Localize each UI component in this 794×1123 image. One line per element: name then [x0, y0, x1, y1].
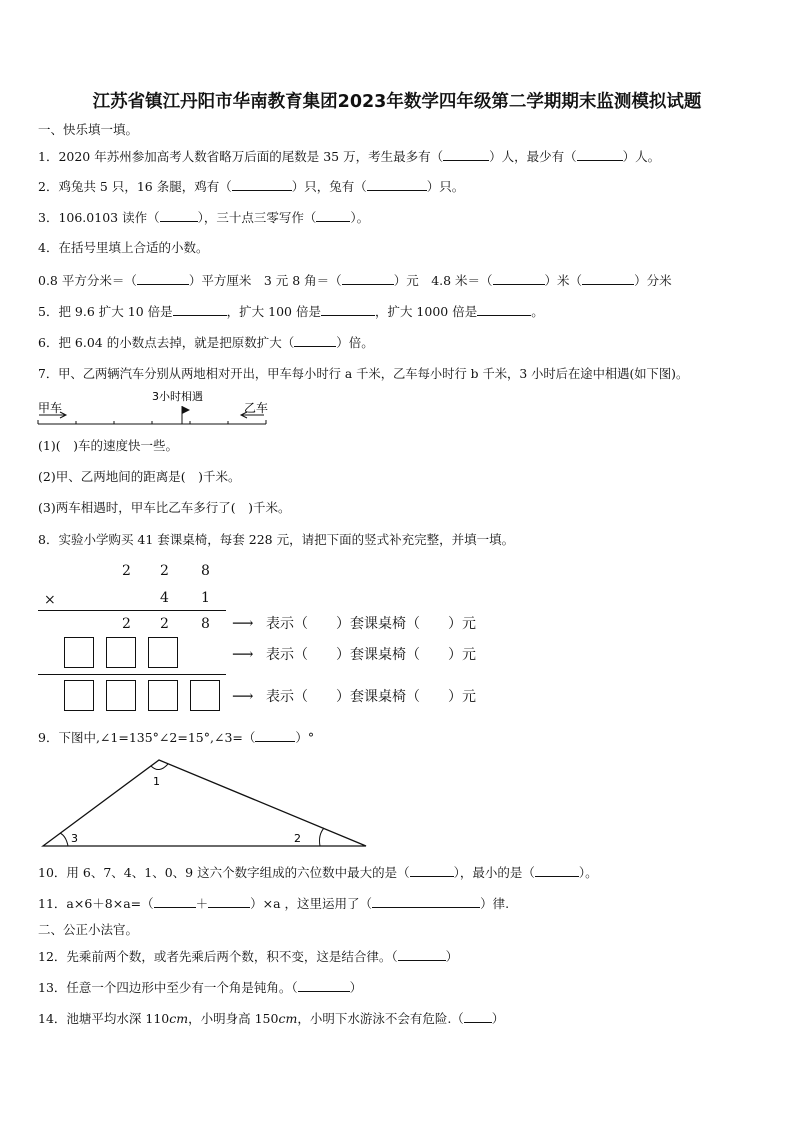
- calc-digit: 8: [201, 563, 210, 579]
- triangle-outline: [43, 760, 366, 846]
- answer-blank[interactable]: [232, 178, 292, 191]
- calc-digit: 2: [160, 563, 169, 579]
- digit-box[interactable]: [190, 680, 220, 711]
- calc-rule: [38, 610, 226, 611]
- answer-blank[interactable]: [493, 272, 545, 285]
- answer-blank[interactable]: [298, 979, 350, 992]
- car-a-label: 甲车: [38, 401, 63, 415]
- digit-box[interactable]: [64, 680, 94, 711]
- answer-blank[interactable]: [535, 864, 579, 877]
- answer-blank[interactable]: [342, 272, 394, 285]
- digit-box[interactable]: [148, 637, 178, 668]
- angle-2-arc: [320, 828, 325, 846]
- multiply-sign: ×: [44, 592, 56, 608]
- question-7: 7．甲、乙两辆汽车分别从两地相对开出，甲车每小时行 a 千米，乙车每小时行 b 千米，3 小时后在途中相遇(如下图)。: [38, 367, 689, 381]
- calc-digit: 2: [122, 563, 131, 579]
- question-14: 14．池塘平均水深 110cm，小明身高 150cm，小明下水游泳不会有危险.（ ）: [38, 1011, 505, 1026]
- question-7-3: (3)两车相遇时，甲车比乙车多行了( )千米。: [38, 500, 291, 515]
- answer-blank[interactable]: [255, 729, 295, 742]
- calc-digit: 2: [160, 616, 169, 632]
- calc-digit: 2: [122, 616, 131, 632]
- answer-blank[interactable]: [321, 303, 375, 316]
- question-1: 1．2020 年苏州参加高考人数省略万后面的尾数是 35 万，考生最多有（ ）人，最少有（ ）人。: [38, 149, 661, 164]
- route-ticks: [38, 420, 266, 424]
- angle-3-label: 3: [71, 832, 78, 845]
- answer-blank[interactable]: [410, 864, 454, 877]
- car-b-label: 乙车: [244, 401, 269, 415]
- angle-2-label: 2: [294, 832, 301, 845]
- answer-blank[interactable]: [137, 272, 189, 285]
- answer-blank[interactable]: [160, 209, 198, 222]
- question-9: 9．下图中,∠1=135°∠2=15°,∠3=（ ）°: [38, 730, 315, 745]
- answer-blank[interactable]: [477, 303, 531, 316]
- calc-digit: 1: [201, 590, 210, 606]
- question-12: 12．先乘前两个数，或者先乘后两个数，积不变，这是结合律。（ ）: [38, 949, 459, 964]
- question-8: 8．实验小学购买 41 套课桌椅，每套 228 元，请把下面的竖式补充完整，并填一填。: [38, 532, 515, 547]
- answer-blank[interactable]: [316, 209, 350, 222]
- digit-box[interactable]: [148, 680, 178, 711]
- digit-box[interactable]: [106, 680, 136, 711]
- question-4-items: 0.8 平方分米＝（ ）平方厘米 3 元 8 角＝（ ）元 4.8 米＝（ ）米（ ）分米: [38, 273, 672, 288]
- calc-caption: 表示（ ）套课桌椅（ ）元: [266, 689, 476, 705]
- digit-box[interactable]: [64, 637, 94, 668]
- calc-digit: 8: [201, 616, 210, 632]
- digit-box[interactable]: [106, 637, 136, 668]
- question-4: 4．在括号里填上合适的小数。: [38, 240, 209, 255]
- question-5: 5．把 9.6 扩大 10 倍是 ，扩大 100 倍是 ，扩大 1000 倍是 。: [38, 304, 544, 319]
- question-7-2: (2)甲、乙两地间的距离是( )千米。: [38, 469, 241, 484]
- angle-3-arc: [60, 833, 68, 846]
- question-13: 13．任意一个四边形中至少有一个角是钝角。（ ）: [38, 980, 363, 995]
- question-6: 6．把 6.04 的小数点去掉，就是把原数扩大（ ）倍。: [38, 335, 374, 350]
- calc-rule: [38, 674, 226, 675]
- answer-blank[interactable]: [577, 148, 623, 161]
- answer-blank[interactable]: [582, 272, 634, 285]
- page-title: 江苏省镇江丹阳市华南教育集团2023年数学四年级第二学期期末监测模拟试题: [92, 92, 702, 112]
- answer-blank[interactable]: [443, 148, 489, 161]
- section-heading: 一、快乐填一填。: [38, 122, 139, 137]
- arrow-icon: ⟶: [232, 614, 254, 632]
- meet-label: 3小时相遇: [152, 390, 203, 403]
- answer-blank[interactable]: [398, 948, 446, 961]
- answer-blank[interactable]: [294, 334, 336, 347]
- calc-digit: 4: [160, 590, 169, 606]
- question-2: 2．鸡兔共 5 只，16 条腿，鸡有（ ）只，兔有（ ）只。: [38, 179, 465, 194]
- question-11: 11．a×6＋8×a=（ ＋ ）×a ，这里运用了（ ）律.: [38, 896, 510, 911]
- arrow-icon: ⟶: [232, 687, 254, 705]
- question-7-1: (1)( )车的速度快一些。: [38, 438, 178, 453]
- question-3: 3．106.0103 读作（ ），三十点三零写作（ ）。: [38, 210, 370, 225]
- arrow-icon: ⟶: [232, 645, 254, 663]
- flag-icon: [182, 406, 190, 414]
- answer-blank[interactable]: [464, 1010, 492, 1023]
- answer-blank[interactable]: [208, 895, 250, 908]
- answer-blank[interactable]: [367, 178, 427, 191]
- triangle-diagram: [38, 752, 370, 850]
- calc-caption: 表示（ ）套课桌椅（ ）元: [266, 616, 476, 632]
- answer-blank[interactable]: [372, 895, 480, 908]
- answer-blank[interactable]: [173, 303, 227, 316]
- meeting-diagram: [36, 388, 272, 428]
- question-10: 10．用 6、7、4、1、0、9 这六个数字组成的六位数中最大的是（ ），最小的是（ ）。: [38, 865, 598, 880]
- answer-blank[interactable]: [154, 895, 196, 908]
- calc-caption: 表示（ ）套课桌椅（ ）元: [266, 647, 476, 663]
- angle-1-label: 1: [153, 775, 160, 788]
- section-heading: 二、公正小法官。: [38, 922, 139, 937]
